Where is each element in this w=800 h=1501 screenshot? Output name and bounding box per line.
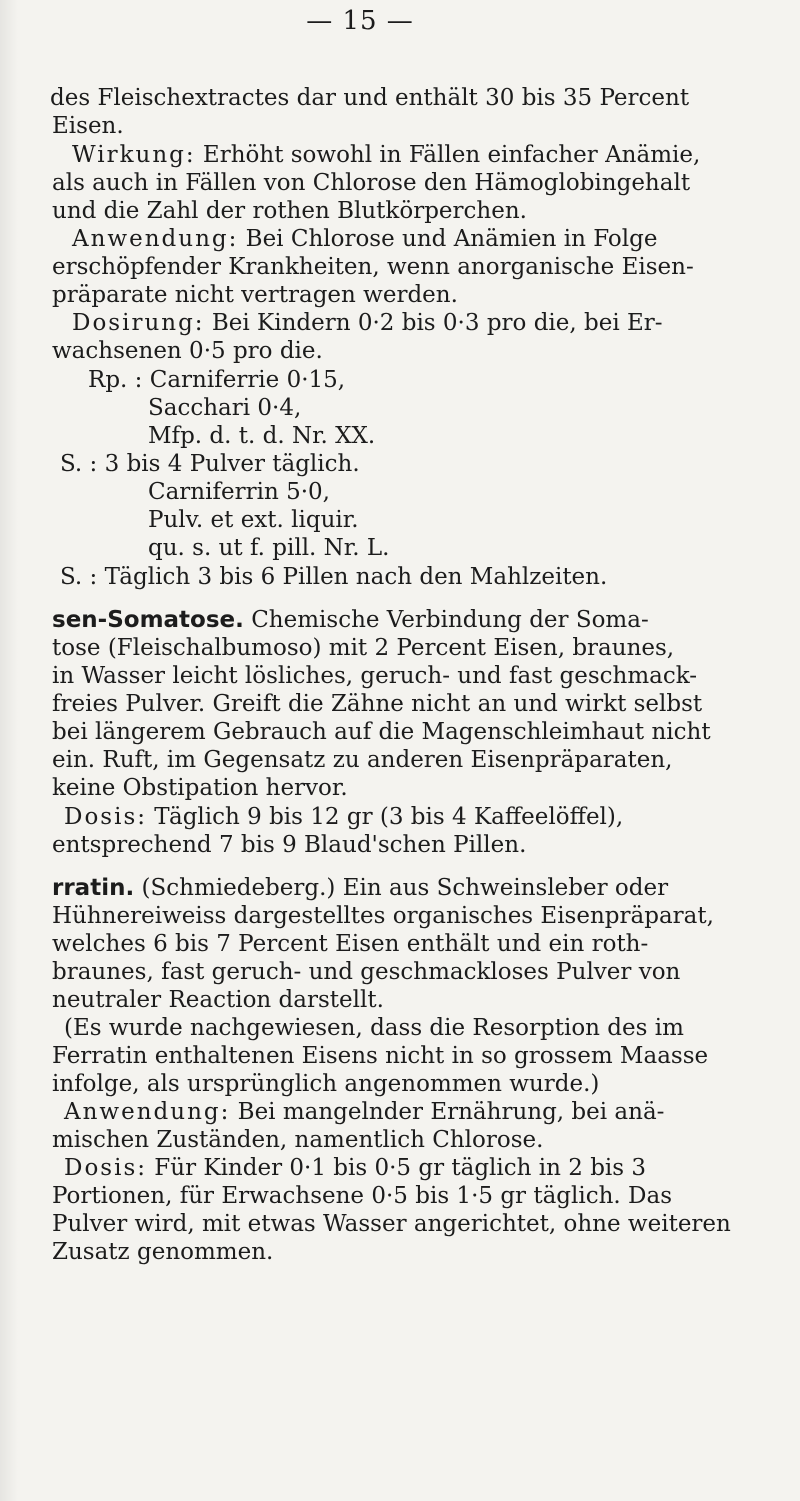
text-line: mischen Zuständen, namentlich Chlorose. bbox=[52, 1127, 544, 1153]
recipe-line: Pulv. et ext. liquir. bbox=[148, 507, 359, 533]
recipe-line: Carniferrin 5·0, bbox=[148, 479, 330, 505]
text-line: erschöpfender Krankheiten, wenn anorganische Eisen- bbox=[52, 254, 694, 280]
text-line: und die Zahl der rothen Blutkörperchen. bbox=[52, 198, 527, 224]
text-line: freies Pulver. Greift die Zähne nicht an und wirkt selbst bbox=[52, 691, 703, 717]
recipe-line: Sacchari 0·4, bbox=[148, 395, 302, 421]
text-line: entsprechend 7 bis 9 Blaud'schen Pillen. bbox=[52, 832, 527, 858]
text-line: in Wasser leicht lösliches, geruch- und fast geschmack- bbox=[52, 663, 698, 689]
recipe-line: qu. s. ut f. pill. Nr. L. bbox=[148, 535, 390, 561]
text-line: Anwendung: Bei Chlorose und Anämien in Folge bbox=[72, 226, 658, 252]
text-line: bei längerem Gebrauch auf die Magenschleimhaut nicht bbox=[52, 719, 711, 745]
text-line: welches 6 bis 7 Percent Eisen enthält und ein roth- bbox=[52, 931, 649, 957]
text-line: infolge, als ursprünglich angenommen wurde.) bbox=[52, 1071, 600, 1097]
text-line: Dosirung: Bei Kindern 0·2 bis 0·3 pro die, bei Er- bbox=[72, 310, 663, 336]
text-line: Ferratin enthaltenen Eisens nicht in so grossem Maasse bbox=[52, 1043, 709, 1069]
text-line: Hühnereiweiss dargestelltes organisches Eisenpräparat, bbox=[52, 903, 714, 929]
page-number: — 15 — bbox=[306, 6, 414, 36]
entry-heading: sen-Somatose. bbox=[52, 607, 244, 633]
text-line: Dosis: Für Kinder 0·1 bis 0·5 gr täglich in 2 bis 3 bbox=[64, 1155, 647, 1181]
text-line: (Es wurde nachgewiesen, dass die Resorption des im bbox=[64, 1015, 684, 1041]
recipe-line: Rp. : Carniferrie 0·15, bbox=[88, 367, 346, 393]
text-line: des Fleischextractes dar und enthält 30 bis 35 Percent bbox=[50, 85, 690, 111]
recipe-line: S. : 3 bis 4 Pulver täglich. bbox=[60, 451, 360, 477]
section-label: Anwendung: bbox=[72, 226, 239, 252]
text-line: tose (Fleischalbumoso) mit 2 Percent Eisen, braunes, bbox=[52, 635, 675, 661]
text-line: Wirkung: Erhöht sowohl in Fällen einfacher Anämie, bbox=[72, 142, 701, 168]
text-line: Anwendung: Bei mangelnder Ernährung, bei anä- bbox=[64, 1099, 665, 1125]
text-line: ein. Ruft, im Gegensatz zu anderen Eisenpräparaten, bbox=[52, 747, 673, 773]
text-line: Eisen. bbox=[52, 113, 124, 139]
text-line: sen-Somatose. Chemische Verbindung der Soma- bbox=[52, 607, 649, 633]
text-line: keine Obstipation hervor. bbox=[52, 775, 348, 801]
text-line: Zusatz genommen. bbox=[52, 1239, 274, 1265]
entry-heading: rratin. bbox=[52, 875, 135, 901]
text-line: braunes, fast geruch- und geschmackloses Pulver von bbox=[52, 959, 681, 985]
text-line: Dosis: Täglich 9 bis 12 gr (3 bis 4 Kaffeelöffel), bbox=[64, 804, 624, 830]
section-label: Dosirung: bbox=[72, 310, 205, 336]
section-label: Anwendung: bbox=[64, 1099, 231, 1125]
text-line: rratin. (Schmiedeberg.) Ein aus Schweinsleber oder bbox=[52, 875, 669, 901]
text-line: Portionen, für Erwachsene 0·5 bis 1·5 gr täglich. Das bbox=[52, 1183, 673, 1209]
text-line: präparate nicht vertragen werden. bbox=[52, 282, 458, 308]
page-edge-shadow bbox=[0, 0, 18, 1501]
text-line: als auch in Fällen von Chlorose den Hämoglobingehalt bbox=[52, 170, 691, 196]
section-label: Dosis: bbox=[64, 804, 147, 830]
text-line: neutraler Reaction darstellt. bbox=[52, 987, 384, 1013]
recipe-line: Mfp. d. t. d. Nr. XX. bbox=[148, 423, 376, 449]
section-label: Dosis: bbox=[64, 1155, 147, 1181]
section-label: Wirkung: bbox=[72, 142, 196, 168]
recipe-line: S. : Täglich 3 bis 6 Pillen nach den Mahlzeiten. bbox=[60, 564, 608, 590]
text-line: Pulver wird, mit etwas Wasser angerichtet, ohne weiteren bbox=[52, 1211, 731, 1237]
text-line: wachsenen 0·5 pro die. bbox=[52, 338, 323, 364]
